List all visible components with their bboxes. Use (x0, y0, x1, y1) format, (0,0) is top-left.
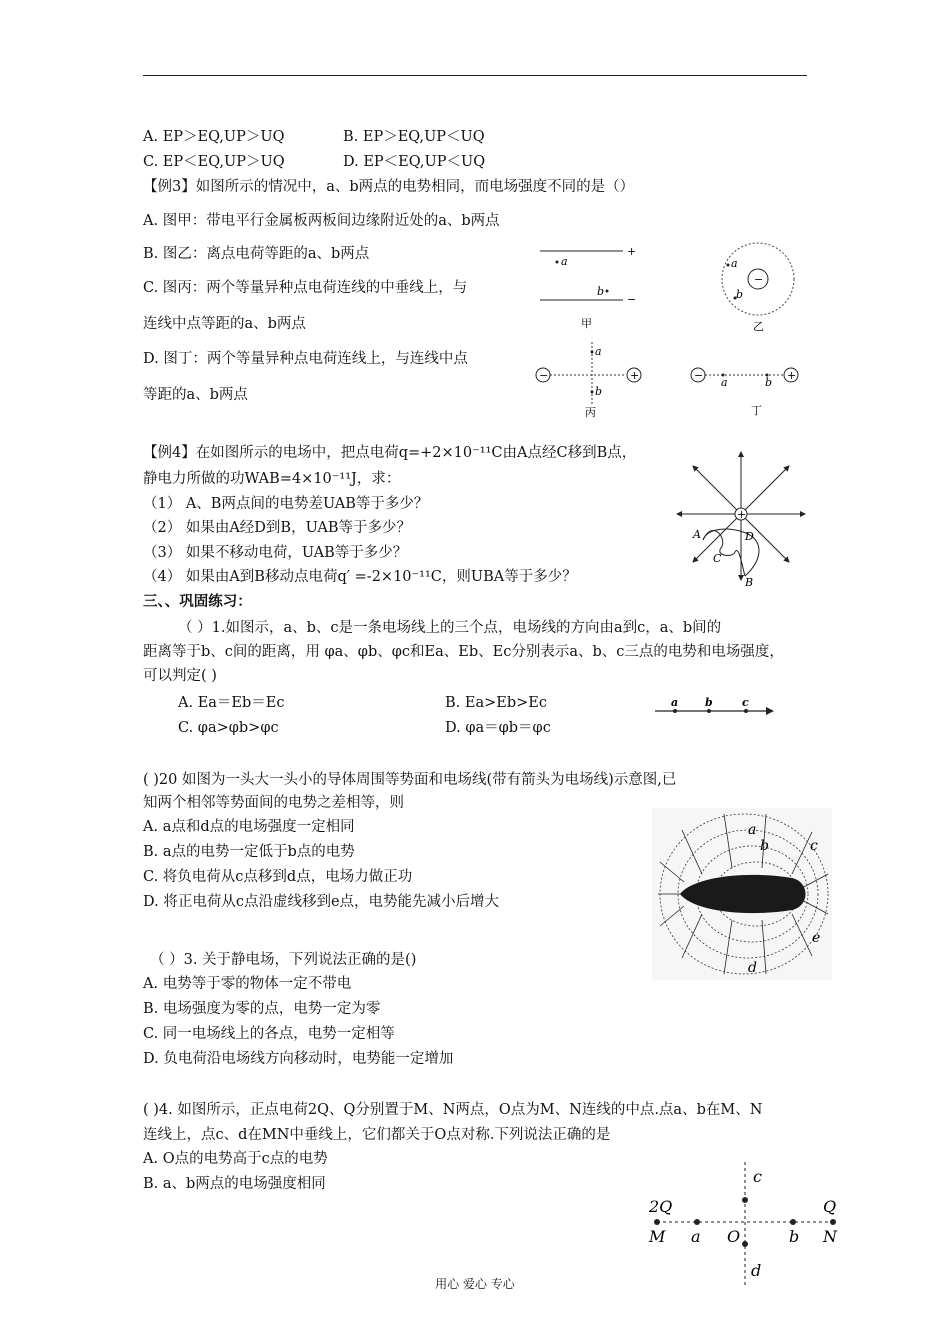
point-a-label: a (748, 822, 757, 838)
example3-title: 【例3】如图所示的情况中，a、b两点的电势相同，而电场强度不同的是（） (143, 179, 635, 195)
charge-Q-label: Q (823, 1197, 837, 1216)
example4-question1: （1） A、B两点间的电势差UAB等于多少？ (143, 496, 429, 512)
point-C-label: C (713, 552, 722, 565)
page-footer: 用心 爱心 专心 (435, 1277, 515, 1291)
minus-sign: − (694, 369, 704, 382)
example4-line2: 静电力所做的功WAB=4×10⁻¹¹J，求： (143, 471, 401, 487)
point-a-label: a (691, 1227, 701, 1246)
example3-option-d2: 等距的a、b两点 (143, 387, 248, 403)
point-c-label: c (810, 838, 818, 854)
q1-option-d: D. φa＝φb＝φc (445, 720, 551, 736)
q1-line3: 可以判定( ) (143, 668, 217, 684)
q2-option-d: D. 将正电荷从c点沿虚线移到e点，电势能先减小后增大 (143, 894, 500, 910)
option-c: C. EP＜EQ,UP＞UQ (143, 154, 285, 170)
q1-option-b: B. Ea>Eb>Ec (445, 695, 547, 711)
q4-line2: 连线上，点c、d在MN中垂线上，它们都关于O点对称.下列说法正确的是 (143, 1127, 611, 1143)
example3-option-a: A. 图甲：带电平行金属板两板间边缘附近处的a、b两点 (143, 213, 500, 229)
q2-option-b: B. a点的电势一定低于b点的电势 (143, 844, 355, 860)
point-a-label: a (671, 697, 679, 709)
q3-title: （ ）3. 关于静电场，下列说法正确的是() (150, 952, 417, 968)
point-b-label: b (789, 1227, 800, 1246)
point-b-label: b (736, 288, 744, 301)
option-d: D. EP＜EQ,UP＜UQ (343, 154, 486, 170)
q1-option-c: C. φa>φb>φc (178, 720, 279, 736)
caption-yi: 乙 (753, 320, 764, 333)
q3-option-c: C. 同一电场线上的各点，电势一定相等 (143, 1026, 395, 1042)
point-b-label: b (760, 838, 769, 854)
q3-option-b: B. 电场强度为零的点，电势一定为零 (143, 1001, 381, 1017)
q3-option-a: A. 电势等于零的物体一定不带电 (143, 976, 352, 992)
q2-line1: ( )20 如图为一头大一头小的导体周围等势面和电场线(带有箭头为电场线)示意图,已 (143, 772, 677, 788)
q2-line2: 知两个相邻等势面间的电势之差相等，则 (143, 795, 404, 811)
example4-line1: 【例4】在如图所示的电场中，把点电荷q=+2×10⁻¹¹C由A点经C移到B点， (143, 445, 637, 461)
minus-sign: − (627, 293, 637, 306)
plus-sign: + (787, 369, 797, 382)
q4-option-b: B. a、b两点的电场强度相同 (143, 1176, 326, 1192)
point-a-label: a (595, 345, 602, 358)
plus-sign: + (737, 508, 747, 521)
point-A-label: A (693, 528, 701, 541)
example3-option-c2: 连线中点等距的a、b两点 (143, 316, 306, 332)
q1-option-a: A. Ea＝Eb＝Ec (178, 695, 285, 711)
q4-option-a: A. O点的电势高于c点的电势 (143, 1151, 328, 1167)
point-b-label: b (595, 385, 603, 398)
q3-option-d: D. 负电荷沿电场线方向移动时，电势能一定增加 (143, 1051, 454, 1067)
point-e-label: e (812, 930, 821, 946)
example4-question3: （3） 如果不移动电荷，UAB等于多少？ (143, 545, 408, 561)
point-O-label: O (727, 1227, 741, 1246)
point-c-label: c (742, 697, 749, 709)
plus-sign: + (630, 369, 640, 382)
example4-question4: （4） 如果由A到B移动点电荷q′ =-2×10⁻¹¹C，则UBA等于多少？ (143, 569, 577, 585)
q1-line1: （ ）1.如图示，a、b、c是一条电场线上的三个点，电场线的方向由a到c，a、b间的 (178, 620, 722, 636)
point-a-label: a (561, 255, 568, 268)
figure-yi (710, 242, 810, 336)
example3-option-d1: D. 图丁：两个等量异种点电荷连线上，与连线中点 (143, 351, 468, 367)
figure-radial-field (673, 448, 813, 588)
charge-2Q-label: 2Q (649, 1197, 673, 1216)
point-b-label: b (597, 285, 605, 298)
point-N-label: N (823, 1227, 837, 1246)
caption-bing: 丙 (585, 406, 596, 419)
q4-line1: ( )4. 如图所示，正点电荷2Q、Q分别置于M、N两点，O点为M、N连线的中点.点a、b在M、N (143, 1102, 763, 1118)
point-a-label: a (731, 257, 738, 270)
minus-sign: − (754, 273, 764, 286)
point-D-label: D (745, 530, 754, 543)
point-B-label: B (745, 576, 754, 588)
header-rule (143, 75, 807, 76)
figure-ding (685, 358, 805, 420)
option-a: A. EP＞EQ,UP＞UQ (143, 129, 285, 145)
caption-jia: 甲 (581, 317, 592, 330)
figure-bing (530, 340, 650, 420)
point-b-label: b (705, 697, 713, 709)
q2-option-a: A. a点和d点的电场强度一定相同 (143, 819, 355, 835)
point-a-label: a (721, 376, 728, 389)
point-d-label: d (751, 1261, 762, 1280)
option-b: B. EP＞EQ,UP＜UQ (343, 129, 485, 145)
figure-conductor-field (652, 808, 832, 980)
q2-option-c: C. 将负电荷从c点移到d点，电场力做正功 (143, 869, 413, 885)
figure-field-line (650, 697, 780, 722)
example3-option-b: B. 图乙：离点电荷等距的a、b两点 (143, 246, 370, 262)
point-c-label: c (753, 1167, 762, 1186)
point-d-label: d (748, 960, 757, 976)
example4-question2: （2） 如果由A经D到B，UAB等于多少？ (143, 520, 411, 536)
figure-two-charges (645, 1158, 845, 1293)
section-title: 三、、巩固练习： (143, 593, 252, 610)
figure-jia (535, 245, 645, 335)
point-b-label: b (765, 376, 773, 389)
q1-line2: 距离等于b、c间的距离，用 φa、φb、φc和Ea、Eb、Ec分别表示a、b、c三点的电势和电场强度， (143, 644, 784, 660)
point-M-label: M (649, 1227, 666, 1246)
example3-option-c1: C. 图丙：两个等量异种点电荷连线的中垂线上，与 (143, 280, 468, 296)
caption-ding: 丁 (751, 404, 762, 417)
plus-sign: + (627, 245, 637, 258)
minus-sign: − (539, 369, 549, 382)
